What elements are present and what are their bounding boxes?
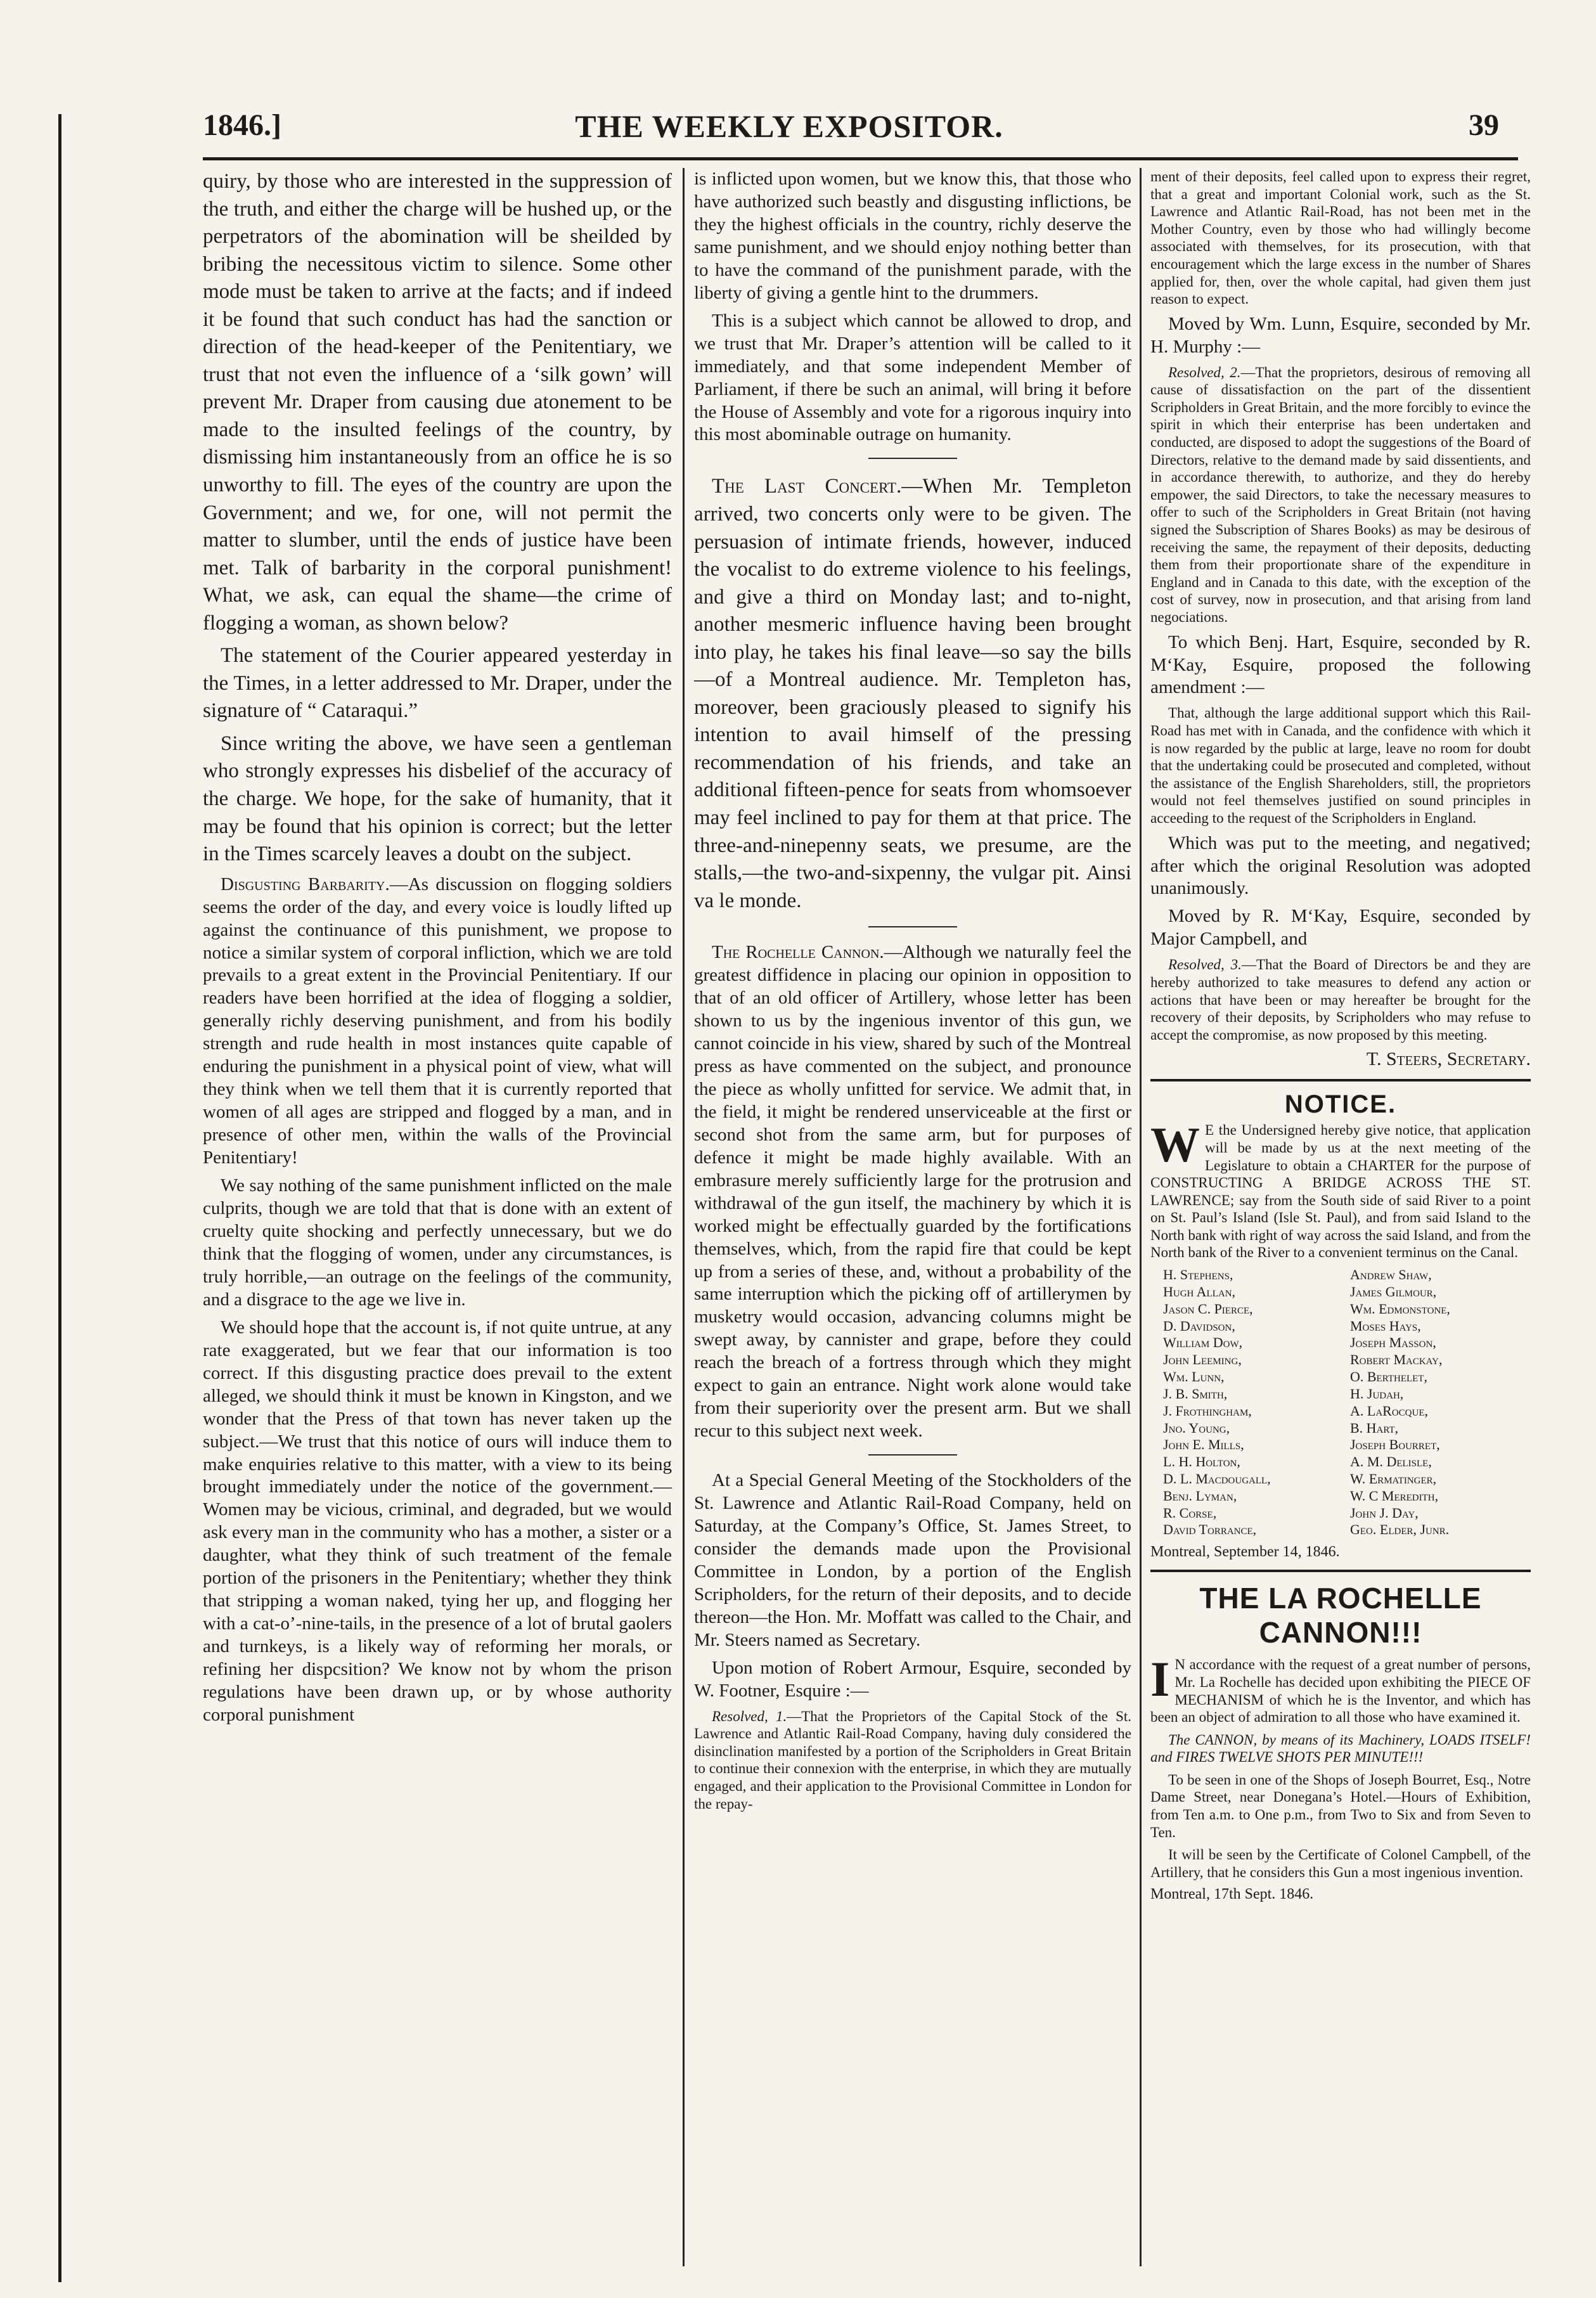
resolution-2-label: Resolved, 2. — [1168, 364, 1241, 380]
signatory-name: James Gilmour, — [1350, 1283, 1437, 1300]
signatory-name: J. Frothingham, — [1163, 1402, 1252, 1419]
signatory-name: Hugh Allan, — [1163, 1283, 1236, 1300]
signatory-name: David Torrance, — [1163, 1521, 1257, 1538]
cannon-ad-hours: To be seen in one of the Shops of Joseph Bourret, Esq., Notre Dame Street, near Donegana’s Hotel.—Hours of Exhibition, from Ten a.m. to One p.m., from Two to Six and from Seven to Ten. — [1150, 1771, 1531, 1840]
article-paragraph: We should hope that the account is, if not quite untrue, at any rate exaggerated, but we fear that our information is too correct. If this disgusting practice does prevail to the extent alleged, we should think it must be known in Kingston, and we wonder that the Press of that town has never taken up the subject.—We trust that this notice of ours will induce them to make enquiries relative to this matter, with a view to its being brought immediately under the notice of the government.—Women may be vicious, criminal, and degraded, but we would ask every man in the community who has a mother, a sister or a daughter, what they think of such treatment of the female portion of the prisoners in the Penitentiary; whether they think that stripping a woman naked, tying her up, and flogging her with a cat-o’-nine-tails, in the presence of a lot of brutal gaolers and turnkeys, is a likely way of reforming her morals, or refining her dispcsition? We know not by whom the prison regulations have been drawn up, or by whose authority corporal punishment — [203, 1317, 672, 1725]
concert-heading: The Last Concert. — [712, 475, 902, 498]
signatory-name: D. L. Macdougall, — [1163, 1471, 1271, 1487]
notice-dropcap: W — [1150, 1117, 1200, 1173]
signatory-name: O. Berthelet, — [1350, 1369, 1427, 1385]
concert-text: —When Mr. Templeton arrived, two concerts only were to be given. The persuasion of intimate friends, however, induced the vocalist to do extreme violence to his feelings, and give a third on Monday last; and to-night, another mesmeric influence having been brought into play, he takes his final leave—so say the bills—of a Montreal audience. Mr. Templeton has, moreover, been graciously pleased to signify his intention to avail himself of the pressing recommendation of his friends, and take an additional fifteen-pence for seats from whomsoever may feel inclined to pay for them at that price. The three-and-ninepenny seats, we presume, are the stalls,—the two-and-sixpenny, the vulgar pit. Ainsi va le monde. — [694, 475, 1131, 912]
article-separator — [868, 926, 957, 927]
barbarity-article — [203, 874, 672, 1170]
signatory-name: Joseph Bourret, — [1350, 1436, 1440, 1453]
article-separator — [868, 458, 957, 459]
resolution-3 — [1150, 956, 1531, 1043]
signatory-name: Jno. Young, — [1163, 1419, 1230, 1436]
concert-article — [694, 473, 1131, 915]
article-separator — [868, 1454, 957, 1456]
header-rule — [203, 157, 1518, 160]
column-rule-1 — [683, 168, 685, 2266]
cannon-rule — [1150, 1570, 1531, 1572]
resolution-2-text: —That the proprietors, desirous of removing all cause of dissatisfaction on the part of the dissentient Scripholders in Great Britain, and the more forcibly to evince the spirit in which their enterprise has been undertaken and conducted, are disposed to adopt the suggestions of the Board of Directors, relative to the demand made by said dissentients, and in accordance therewith, to authorize, and they do hereby empower, the said Directors, to take the necessary measures to offer to such of the Scripholders in Great Britain (not having signed the Subscription of Shares Books) as may be desirous of receiving the same, the repayment of their deposits, deducting them from their proportionate share of the expenditure in England and in Canada to this date, with the exception of the cost of survey, now in prosecution, and that arising from land negociations. — [1150, 364, 1531, 625]
signatory-name: L. H. Holton, — [1163, 1454, 1240, 1470]
article-paragraph: This is a subject which cannot be allowed to drop, and we trust that Mr. Draper’s attention will be called to it immediately, and that some independent Member of Parliament, if there be such an animal, will bring it before the House of Assembly and vote for a rigorous inquiry into this most abominable outrage on humanity. — [694, 310, 1131, 445]
signatory-name: H. Stephens, — [1163, 1267, 1233, 1283]
cannon-ad-text — [1150, 1651, 1531, 1726]
masthead-title: THE WEEKLY EXPOSITOR. — [575, 108, 1003, 144]
article-paragraph: ment of their deposits, feel called upon to express their regret, that a great and important Colonial work, such as the St. Lawrence and Atlantic Rail-Road, has not been met in the Mother Country, even by those who had willingly become associated with themselves, for its prosecution, with that encouragement which the large excess in the number of Shares applied for, then, over the whole capital, had given them just reason to expect. — [1150, 169, 1531, 307]
rochelle-text: —Although we naturally feel the greatest diffidence in placing our opinion in opposition to that of an old officer of Artillery, whose letter has been shown to us by the ingenious inventor of this gun, we cannot coincide in his view, shared by such of the Montreal press as have commented on the subject, and pronounce the piece as wholly unfitted for service. We admit that, in the field, it might be rendered unserviceable at the first or second shot from the same arm, but for purposes of defence it might be made highly available. With an embrasure merely sufficiently large for the protrusion and withdrawal of the gun itself, the machinery by which it is worked might be effectually guarded by the fortifications themselves, which, from the rapid fire that could be kept up from a series of these, and, without a probability of the same interruption which the picking off of artillerymen by musketry would occasion, advancing columns might be swept away, by cannister and grape, before they could reach the breach of a fortress through which they might expect to gain an entrance. Night work alone would take from their superiority over the present arm. But we shall recur to this subject next week. — [694, 942, 1131, 1442]
signatory-name: Jason C. Pierce, — [1163, 1300, 1253, 1317]
signatory-name: D. Davidson, — [1163, 1317, 1235, 1334]
barbarity-text: —As discussion on flogging soldiers seems the order of the day, and every voice is loudly lifted up against the continuance of this punishment, we propose to notice a similar system of corporal infliction, which we are told prevails to a great extent in the Provincial Penitentiary. If our readers have been horrified at the idea of flogging a soldier, generally richly deserving punishment, and from his bodily strength and rude health in most instances quite capable of enduring the punishment in a physical point of view, what will they think when we tell them that it is currently reported that women of all ages are stripped and flogged by a man, and in presence of other men, within the walls of the Provincial Penitentiary! — [203, 874, 672, 1168]
rochelle-heading: The Rochelle Cannon. — [712, 942, 884, 963]
signatory-name: B. Hart, — [1350, 1419, 1399, 1436]
article-paragraph: quiry, by those who are interested in the suppression of the truth, and either the charge will be hushed up, or the perpetrators of the abomination will be sheilded by bribing the necessitous victim to silence. Some other mode must be taken to arrive at the facts; and if indeed it be found that such conduct has had the sanction or direction of the head-keeper of the Penitentiary, we trust that not even the influence of a ‘silk gown’ will prevent Mr. Draper from causing due atonement to be made to the insulted feelings of the country, by dismissing him instantaneously from an office he is so unworthy to fill. The eyes of the country are upon the Government; and we, for one, will not permit the matter to slumber, until the ends of justice have been met. Talk of barbarity in the corporal punishment! What, we ask, can equal the shame—the crime of flogging a woman, as shown below? — [203, 170, 672, 635]
signatory-name: William Dow, — [1163, 1334, 1243, 1351]
signatory-name: W. Ermatinger, — [1350, 1471, 1437, 1487]
cannon-ad-body: N accordance with the request of a great number of persons, Mr. La Rochelle has decided upon exhibiting the PIECE OF MECHANISM of which he is the Inventor, and which has been an object of admiration to all those who have examined it. — [1150, 1656, 1531, 1726]
column-rule-2 — [1140, 168, 1142, 2266]
resolution-1-text: —That the Proprietors of the Capital Stock of the St. Lawrence and Atlantic Rail-Road Company, having duly considered the disinclination manifested by a portion of the Scripholders in Great Britain to continue their connexion with the enterprise, in which they are mutually engaged, and their application to the Provisional Committee in London for the repay- — [694, 1708, 1131, 1812]
resolution-3-label: Resolved, 3. — [1168, 957, 1242, 973]
notice-rule — [1150, 1079, 1531, 1081]
signatory-name: J. B. Smith, — [1163, 1385, 1228, 1402]
article-paragraph: The statement of the Courier appeared yesterday in the Times, in a letter addressed to Mr. Draper, under the signature of “ Cataraqui.” — [203, 644, 672, 723]
resolution-2 — [1150, 364, 1531, 626]
signatory-name: Geo. Elder, Junr. — [1350, 1521, 1450, 1538]
rochelle-article — [694, 941, 1131, 1443]
page-header — [60, 108, 1518, 155]
column-1 — [203, 168, 672, 2298]
signatory-name: W. C Meredith, — [1350, 1487, 1439, 1504]
resolution-1-label: Resolved, 1. — [712, 1708, 787, 1724]
page-number: 39 — [1469, 108, 1499, 142]
notice-date: Montreal, September 14, 1846. — [1150, 1544, 1340, 1561]
resolution-1 — [694, 1708, 1131, 1813]
notice-title: NOTICE. — [1284, 1090, 1397, 1119]
motion-line: Moved by R. M‘Kay, Esquire, seconded by Major Campbell, and — [1150, 906, 1531, 950]
meeting-report: At a Special General Meeting of the Stockholders of the St. Lawrence and Atlantic Rail-Road Company, held on Saturday, at the Company’s Office, St. James Street, to consider the demands made upon the Provisional Committee in London, by a portion of the English Scripholders, for the return of their deposits, and to decide thereon—the Hon. Mr. Moffatt was called to the Chair, and Mr. Steers named as Secretary. — [694, 1470, 1131, 1650]
amendment-intro: To which Benj. Hart, Esquire, seconded by R. M‘Kay, Esquire, proposed the following amendment :— — [1150, 631, 1531, 698]
signatory-name: John E. Mills, — [1163, 1436, 1244, 1453]
cannon-ad-date: Montreal, 17th Sept. 1846. — [1150, 1886, 1314, 1903]
signatory-name: R. Corse, — [1163, 1504, 1217, 1521]
article-paragraph: is inflicted upon women, but we know this, that those who have authorized such beastly and disgusting inflictions, be they the highest officials in the country, richly deserve the same punishment, and we should enjoy nothing better than to have the command of the punishment parade, with the liberty of giving a gentle hint to the drummers. — [694, 169, 1131, 303]
cannon-dropcap: I — [1150, 1651, 1170, 1707]
secretary-signature: T. Steers, Secretary. — [1366, 1049, 1531, 1070]
newspaper-page — [60, 108, 1531, 2257]
amendment-text: That, although the large additional support which this Rail-Road has met with in Canada, and the confidence with which it is now regarded by the public at large, leave no room for doubt that the undertaking could be prosecuted and completed, without the assistance of the English Shareholders, still, the proprietors would not feel themselves justified on sound principles in acceeding to the request of the Scripholders in England. — [1150, 705, 1531, 826]
column-3 — [1150, 168, 1531, 2298]
article-paragraph: Since writing the above, we have seen a gentleman who strongly expresses his disbelief of the accuracy of the charge. We hope, for the sake of humanity, that it may be found that his opinion is correct; but the letter in the Times scarcely leaves a doubt on the subject. — [203, 732, 672, 866]
motion-line: Upon motion of Robert Armour, Esquire, seconded by W. Footner, Esquire :— — [694, 1657, 1131, 1701]
cannon-ad-title: THE LA ROCHELLE CANNON!!! — [1199, 1582, 1482, 1649]
signatory-name: A. M. Delisle, — [1350, 1454, 1432, 1470]
signatories-list — [1163, 1267, 1531, 1539]
signatory-name: Wm. Edmonstone, — [1350, 1300, 1450, 1317]
cannon-ad-highlight-text: The CANNON, by means of its Machinery, LOADS ITSELF! and FIRES TWELVE SHOTS PER MINUTE!!! — [1150, 1731, 1531, 1765]
signatory-name: H. Judah, — [1350, 1385, 1404, 1402]
notice-body: E the Undersigned hereby give notice, that application will be made by us at the next meeting of the Legislature to obtain a CHARTER for the purpose of CONSTRUCTING A BRIDGE ACROSS THE ST. LAWRENCE; say from the South side of said River to a point on St. Paul’s Island (Isle St. Paul), and from said Island to the North bank with right of way across the said Island, and from the North bank of the River to a convenient terminus on the Canal. — [1150, 1122, 1531, 1261]
signatory-name: Wm. Lunn, — [1163, 1369, 1225, 1385]
signatory-name: John Leeming, — [1163, 1352, 1242, 1368]
column-2 — [694, 168, 1131, 2298]
signatory-name: Joseph Masson, — [1350, 1334, 1436, 1351]
cannon-ad-highlight — [1150, 1731, 1531, 1766]
signatory-name: John J. Day, — [1350, 1504, 1419, 1521]
barbarity-heading: Disgusting Barbarity. — [221, 874, 390, 894]
resolution-3-text: —That the Board of Directors be and they are hereby authorized to take measures to defend any action or actions that have been or may hereafter be brought for the recovery of their deposits, by Scripholders who may refuse to accept the compromise, as now proposed by this meeting. — [1150, 957, 1531, 1043]
signatory-name: Benj. Lyman, — [1163, 1487, 1237, 1504]
cannon-ad-certificate: It will be seen by the Certificate of Colonel Campbell, of the Artillery, that he considers this Gun a most ingenious invention. — [1150, 1847, 1531, 1880]
article-paragraph: We say nothing of the same punishment inflicted on the male culprits, though we are told that that is done with an extent of cruelty quite shocking and perfectly unnecessary, but we do think that the flogging of women, under any circumstances, is truly horrible,—an outrage on the feelings of the community, and a disgrace to the age we live in. — [203, 1175, 672, 1310]
negatived-line: Which was put to the meeting, and negatived; after which the original Resolution was adopted unanimously. — [1150, 832, 1531, 899]
signatory-name: A. LaRocque, — [1350, 1402, 1428, 1419]
signatory-name: Moses Hays, — [1350, 1317, 1421, 1334]
header-year: 1846.] — [203, 108, 281, 142]
signatory-name: Robert Mackay, — [1350, 1352, 1443, 1368]
motion-line: Moved by Wm. Lunn, Esquire, seconded by Mr. H. Murphy :— — [1150, 313, 1531, 357]
signatory-name: Andrew Shaw, — [1350, 1267, 1432, 1283]
notice-text — [1150, 1117, 1531, 1262]
